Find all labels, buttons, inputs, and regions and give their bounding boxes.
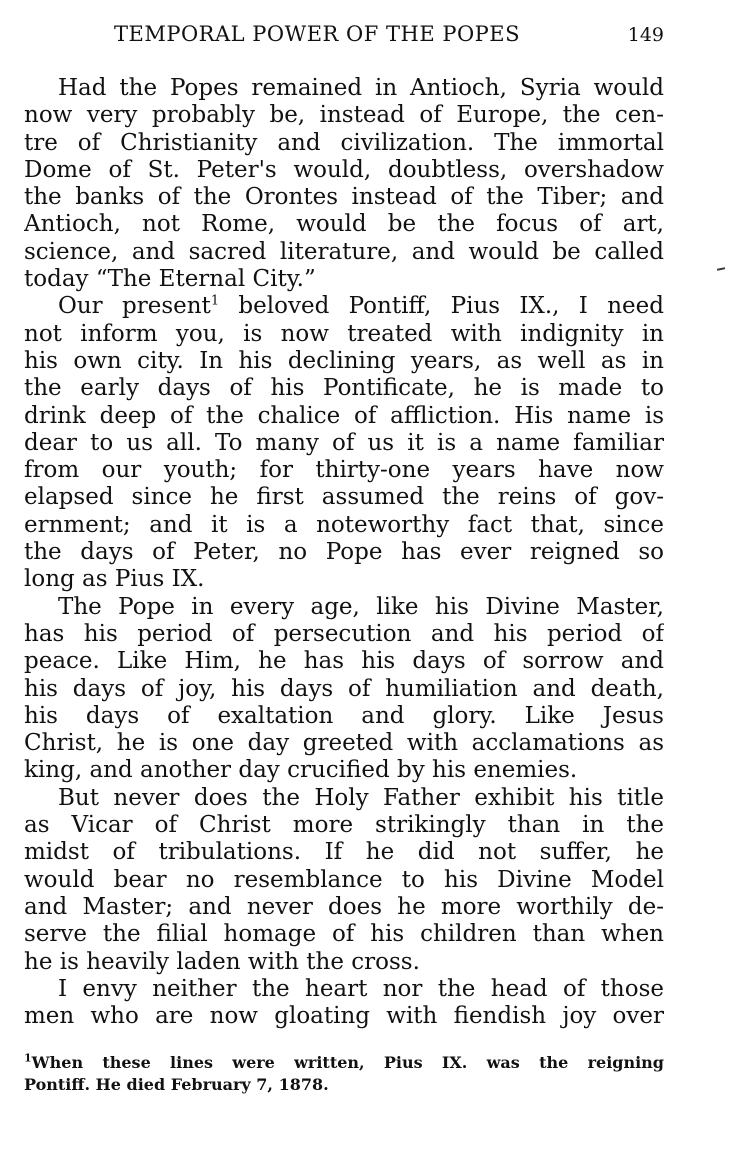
text-line: Antioch, not Rome, would be the focus of art, (24, 211, 664, 238)
text-line: his days of exaltation and glory. Like Jesus (24, 702, 664, 729)
footnote (24, 1052, 664, 1096)
text-line: the days of Peter, no Pope has ever reigned so (24, 539, 664, 566)
text-line: midst of tribulations. If he did not suffer, he (24, 839, 664, 866)
text-fragment: beloved Pontiff, Pius IX., I need (219, 293, 664, 320)
text-line: as Vicar of Christ more strikingly than in the (24, 812, 664, 839)
footnote-reference: 1 (210, 293, 220, 309)
text-line: now very probably be, instead of Europe, the cen- (24, 102, 664, 129)
text-line: he is heavily laden with the cross. (24, 948, 420, 975)
text-line: his own city. In his declining years, as well as in (24, 347, 664, 374)
text-line: king, and another day crucified by his enemies. (24, 757, 578, 784)
footnote-line: Pontiff. He died February 7, 1878. (24, 1075, 329, 1094)
text-line: tre of Christianity and civilization. The immortal (24, 129, 664, 156)
text-line: elapsed since he first assumed the reins of gov- (24, 484, 664, 511)
text-line: dear to us all. To many of us it is a name familiar (24, 429, 664, 456)
footnote-line (24, 1052, 664, 1074)
text-line: men who are now gloating with fiendish joy over (24, 1003, 664, 1030)
text-line: long as Pius IX. (24, 566, 205, 593)
text-line: peace. Like Him, he has his days of sorrow and (24, 648, 664, 675)
book-page (24, 0, 664, 1174)
text-line: Dome of St. Peter's would, doubtless, overshadow (24, 156, 664, 183)
text-fragment: Our present (58, 293, 211, 320)
text-line: the early days of his Pontificate, he is made to (24, 375, 664, 402)
text-line: ernment; and it is a noteworthy fact that, since (24, 511, 664, 538)
text-line: Christ, he is one day greeted with acclamations as (24, 730, 664, 757)
text-line: But never does the Holy Father exhibit his title (58, 784, 664, 811)
text-line: Had the Popes remained in Antioch, Syria would (58, 75, 664, 101)
text-line: not inform you, is now treated with indignity in (24, 320, 664, 347)
text-line: The Pope in every age, like his Divine Master, (58, 593, 664, 620)
body-text (24, 75, 664, 1030)
text-line: drink deep of the chalice of affliction. His name is (24, 402, 664, 429)
text-line: I envy neither the heart nor the head of those (58, 975, 664, 1002)
running-head (24, 22, 664, 52)
footnote-mark: 1 (24, 1051, 32, 1065)
page-number: 149 (627, 24, 664, 46)
text-line: has his period of persecution and his period of (24, 620, 664, 647)
text-line: his days of joy, his days of humiliation and death, (24, 675, 664, 702)
text-line: today “The Eternal City.” (24, 266, 316, 293)
footnote-text: When these lines were written, Pius IX. was the reigning (31, 1053, 664, 1072)
text-line: serve the filial homage of his children than when (24, 921, 664, 948)
text-line-with-footnote-ref (24, 293, 664, 320)
text-line: science, and sacred literature, and would be called (24, 238, 664, 265)
margin-mark (717, 267, 725, 271)
text-line: the banks of the Orontes instead of the Tiber; and (24, 184, 664, 211)
text-line: from our youth; for thirty-one years have now (24, 457, 664, 484)
running-title: TEMPORAL POWER OF THE POPES (114, 22, 521, 46)
text-line: would bear no resemblance to his Divine Model (24, 866, 664, 893)
text-line: and Master; and never does he more worthily de- (24, 893, 664, 920)
